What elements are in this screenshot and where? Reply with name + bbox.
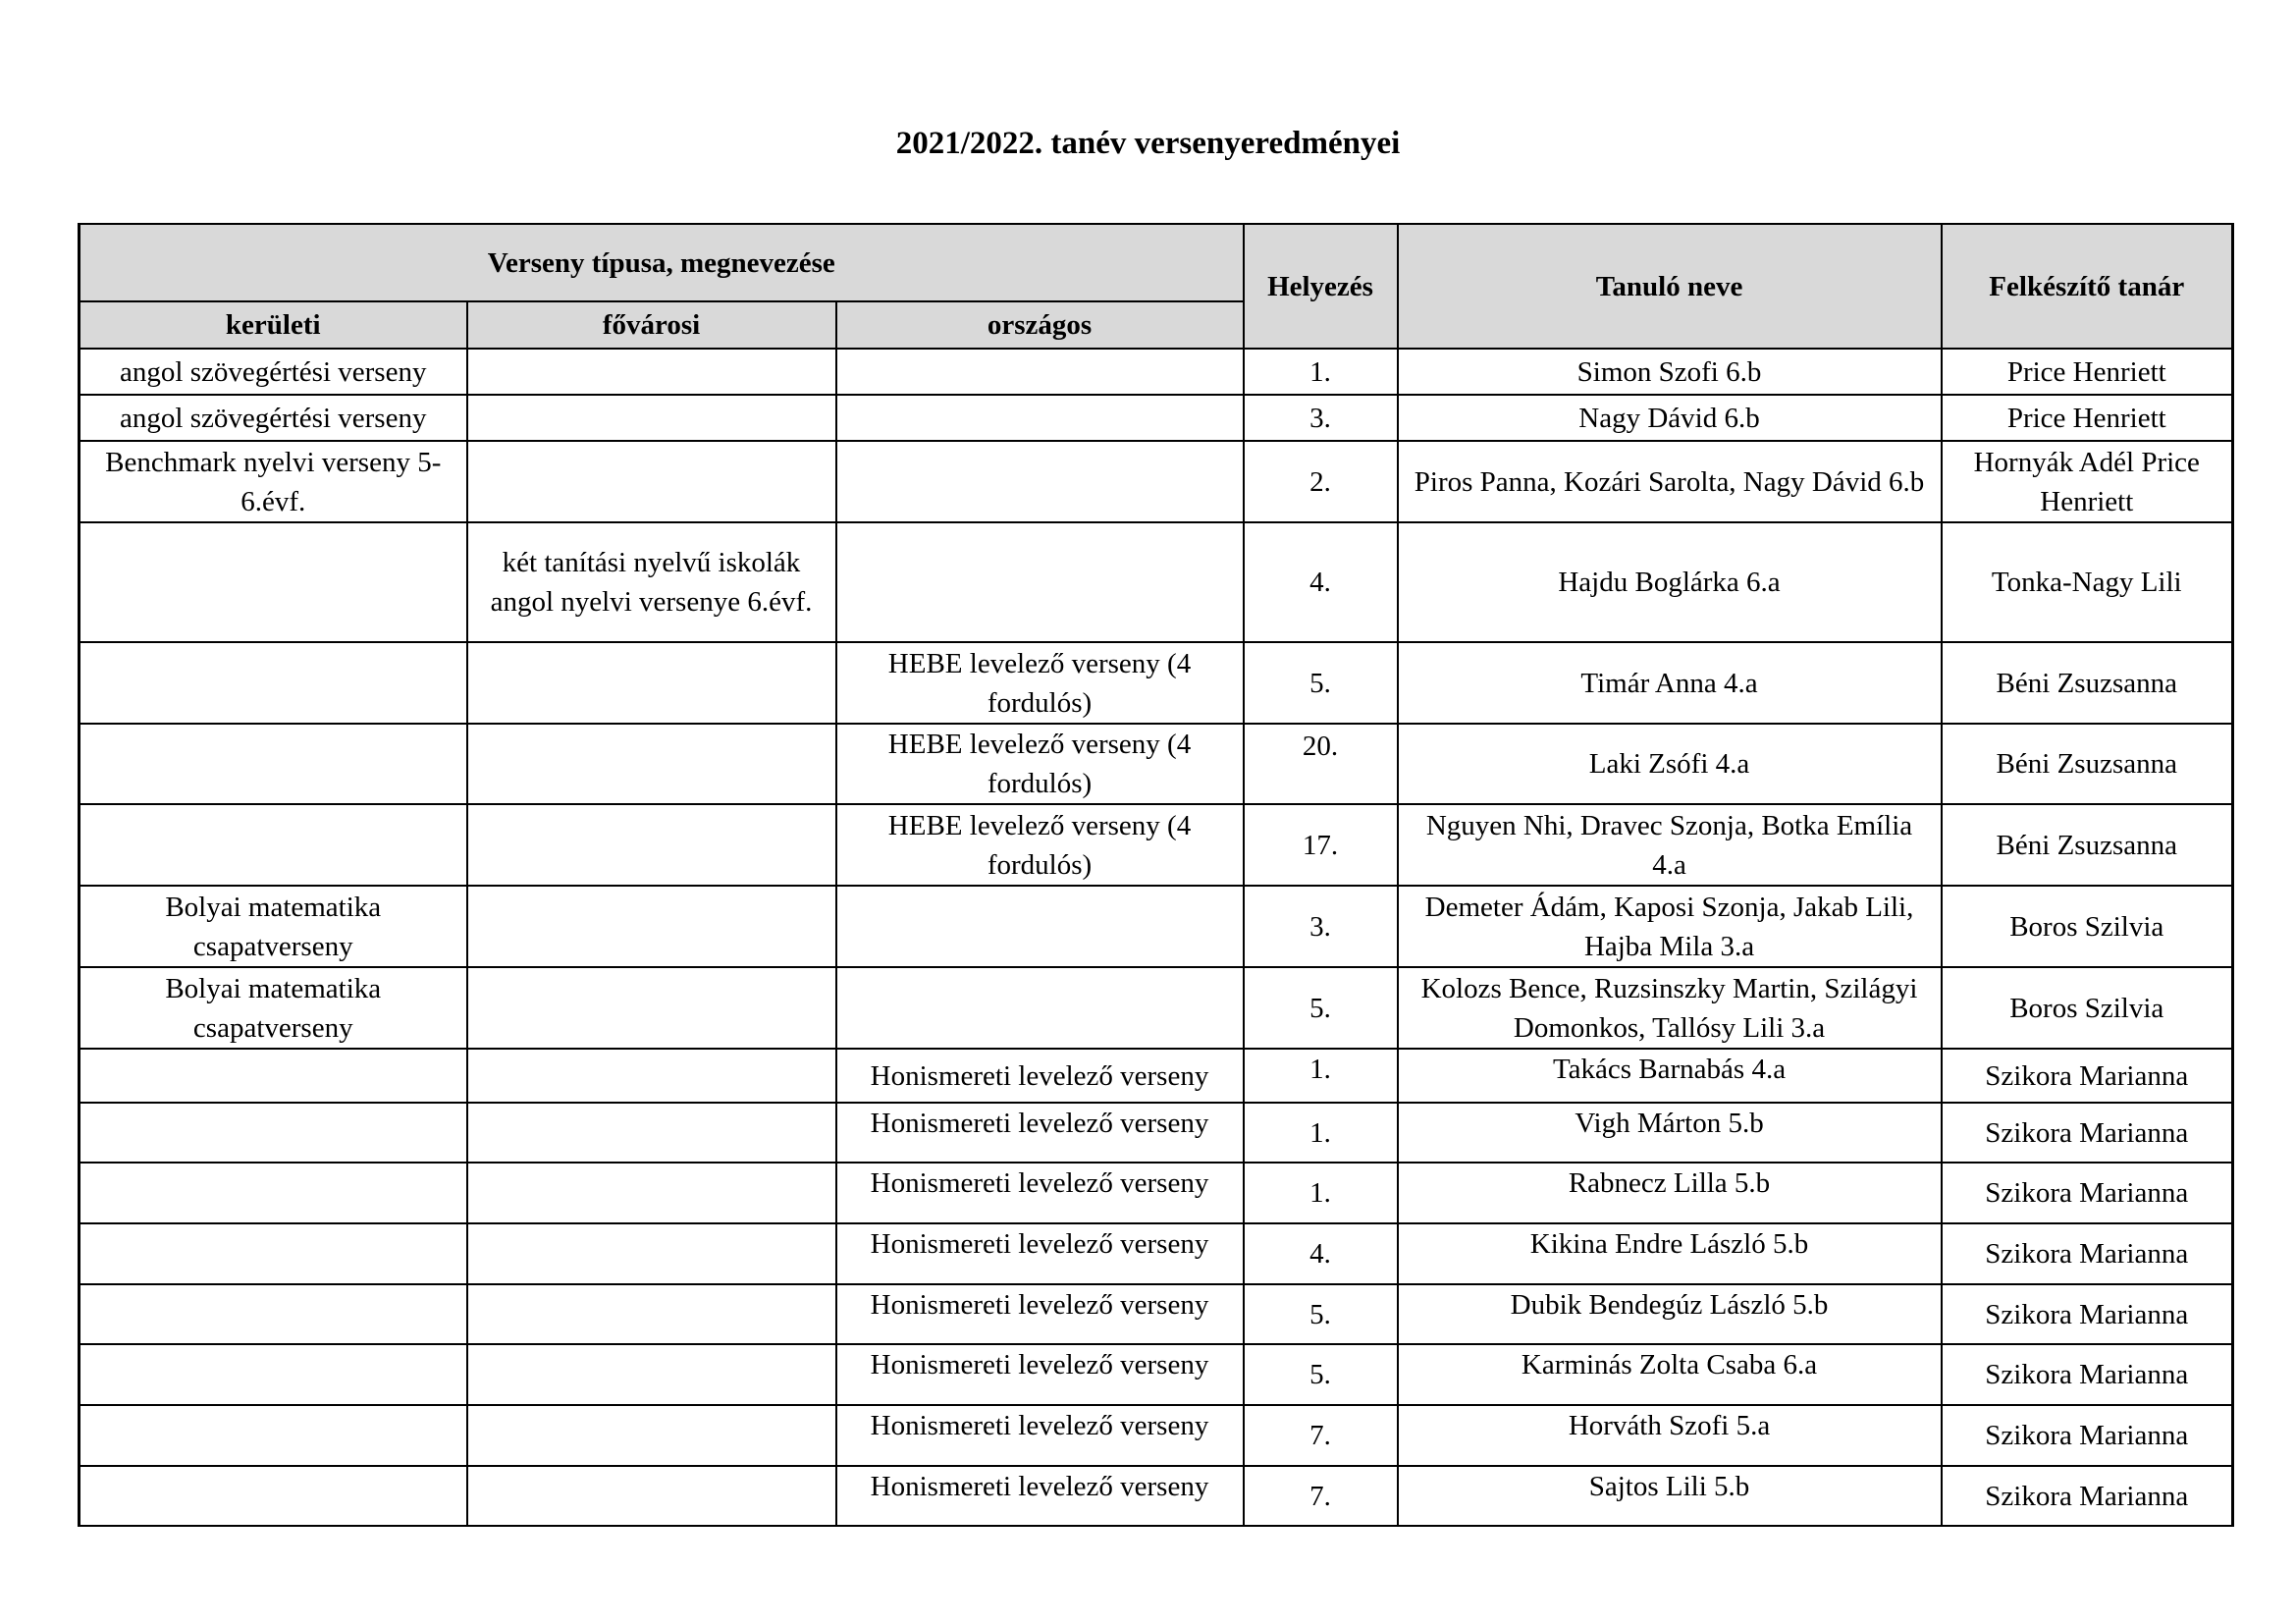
cell-place: 5.: [1244, 967, 1398, 1049]
cell-national: Honismereti levelező verseny: [836, 1049, 1244, 1103]
cell-national: [836, 349, 1244, 395]
cell-national: Honismereti levelező verseny: [836, 1103, 1244, 1163]
cell-place: 2.: [1244, 441, 1398, 522]
cell-student: Nagy Dávid 6.b: [1398, 395, 1942, 441]
cell-district: [80, 1344, 467, 1405]
cell-capital: [467, 967, 836, 1049]
cell-district: [80, 1103, 467, 1163]
cell-district: angol szövegértési verseny: [80, 395, 467, 441]
cell-teacher: Price Henriett: [1942, 349, 2233, 395]
cell-place: 20.: [1244, 724, 1398, 804]
cell-national: HEBE levelező verseny (4 fordulós): [836, 804, 1244, 886]
cell-capital: [467, 1466, 836, 1526]
cell-national: [836, 441, 1244, 522]
cell-teacher: Szikora Marianna: [1942, 1344, 2233, 1405]
cell-student: Kikina Endre László 5.b: [1398, 1223, 1942, 1284]
table-row: [80, 967, 2233, 1049]
table-row: [80, 804, 2233, 886]
cell-capital: [467, 395, 836, 441]
cell-teacher: Szikora Marianna: [1942, 1049, 2233, 1103]
cell-place: 3.: [1244, 886, 1398, 967]
cell-national: HEBE levelező verseny (4 fordulós): [836, 724, 1244, 804]
cell-national: Honismereti levelező verseny: [836, 1405, 1244, 1466]
table-row: [80, 1284, 2233, 1344]
cell-national: [836, 886, 1244, 967]
cell-national: HEBE levelező verseny (4 fordulós): [836, 642, 1244, 724]
table-row: [80, 1223, 2233, 1284]
cell-national: Honismereti levelező verseny: [836, 1466, 1244, 1526]
table-row: [80, 1049, 2233, 1103]
cell-student: Hajdu Boglárka 6.a: [1398, 522, 1942, 642]
table-row: [80, 724, 2233, 804]
cell-capital: [467, 804, 836, 886]
cell-national: Honismereti levelező verseny: [836, 1223, 1244, 1284]
cell-student: Horváth Szofi 5.a: [1398, 1405, 1942, 1466]
cell-district: Bolyai matematika csapatverseny: [80, 886, 467, 967]
table-row: [80, 1344, 2233, 1405]
cell-teacher: Boros Szilvia: [1942, 967, 2233, 1049]
cell-student: Kolozs Bence, Ruzsinszky Martin, Szilágyi Domonkos, Tallósy Lili 3.a: [1398, 967, 1942, 1049]
cell-teacher: Béni Zsuzsanna: [1942, 724, 2233, 804]
cell-place: 5.: [1244, 642, 1398, 724]
table-row: [80, 1405, 2233, 1466]
cell-national: Honismereti levelező verseny: [836, 1344, 1244, 1405]
cell-place: 4.: [1244, 1223, 1398, 1284]
cell-place: 3.: [1244, 395, 1398, 441]
cell-capital: [467, 441, 836, 522]
cell-teacher: Szikora Marianna: [1942, 1103, 2233, 1163]
cell-capital: [467, 1344, 836, 1405]
table-row: [80, 1466, 2233, 1526]
cell-district: [80, 522, 467, 642]
cell-place: 1.: [1244, 1163, 1398, 1223]
cell-capital: [467, 1405, 836, 1466]
table-row: [80, 886, 2233, 967]
cell-national: [836, 967, 1244, 1049]
cell-district: Bolyai matematika csapatverseny: [80, 967, 467, 1049]
cell-place: 7.: [1244, 1466, 1398, 1526]
cell-student: Dubik Bendegúz László 5.b: [1398, 1284, 1942, 1344]
cell-capital: [467, 1284, 836, 1344]
cell-national: [836, 395, 1244, 441]
cell-student: Sajtos Lili 5.b: [1398, 1466, 1942, 1526]
header-national: országos: [836, 301, 1244, 349]
cell-capital: [467, 886, 836, 967]
cell-student: Rabnecz Lilla 5.b: [1398, 1163, 1942, 1223]
cell-teacher: Szikora Marianna: [1942, 1284, 2233, 1344]
cell-place: 1.: [1244, 349, 1398, 395]
cell-national: [836, 522, 1244, 642]
results-table: [78, 223, 2234, 1527]
cell-capital: [467, 1103, 836, 1163]
cell-teacher: Szikora Marianna: [1942, 1405, 2233, 1466]
cell-teacher: Szikora Marianna: [1942, 1466, 2233, 1526]
cell-teacher: Boros Szilvia: [1942, 886, 2233, 967]
cell-teacher: Szikora Marianna: [1942, 1163, 2233, 1223]
cell-capital: [467, 1223, 836, 1284]
header-district: kerületi: [80, 301, 467, 349]
cell-district: [80, 1223, 467, 1284]
cell-teacher: Price Henriett: [1942, 395, 2233, 441]
cell-student: Timár Anna 4.a: [1398, 642, 1942, 724]
table-row: [80, 1163, 2233, 1223]
cell-capital: két tanítási nyelvű iskolák angol nyelvi versenye 6.évf.: [467, 522, 836, 642]
page-title: 2021/2022. tanév versenyeredményei: [895, 126, 1401, 161]
table-row: [80, 642, 2233, 724]
cell-student: Simon Szofi 6.b: [1398, 349, 1942, 395]
cell-district: Benchmark nyelvi verseny 5-6.évf.: [80, 441, 467, 522]
header-student: Tanuló neve: [1398, 224, 1942, 349]
header-place: Helyezés: [1244, 224, 1398, 349]
cell-capital: [467, 724, 836, 804]
cell-student: Demeter Ádám, Kaposi Szonja, Jakab Lili, Hajba Mila 3.a: [1398, 886, 1942, 967]
table-row: [80, 522, 2233, 642]
cell-place: 1.: [1244, 1103, 1398, 1163]
cell-district: [80, 642, 467, 724]
cell-student: Laki Zsófi 4.a: [1398, 724, 1942, 804]
cell-district: [80, 1466, 467, 1526]
cell-place: 4.: [1244, 522, 1398, 642]
cell-place: 17.: [1244, 804, 1398, 886]
cell-district: angol szövegértési verseny: [80, 349, 467, 395]
cell-capital: [467, 1049, 836, 1103]
table-row: [80, 395, 2233, 441]
cell-student: Karminás Zolta Csaba 6.a: [1398, 1344, 1942, 1405]
header-teacher: Felkészítő tanár: [1942, 224, 2233, 349]
cell-place: 7.: [1244, 1405, 1398, 1466]
cell-teacher: Hornyák Adél Price Henriett: [1942, 441, 2233, 522]
cell-teacher: Szikora Marianna: [1942, 1223, 2233, 1284]
cell-district: [80, 1405, 467, 1466]
cell-capital: [467, 642, 836, 724]
cell-place: 1.: [1244, 1049, 1398, 1103]
table-row: [80, 1103, 2233, 1163]
cell-place: 5.: [1244, 1284, 1398, 1344]
cell-student: Piros Panna, Kozári Sarolta, Nagy Dávid 6.b: [1398, 441, 1942, 522]
cell-district: [80, 724, 467, 804]
cell-capital: [467, 349, 836, 395]
cell-teacher: Béni Zsuzsanna: [1942, 642, 2233, 724]
cell-national: Honismereti levelező verseny: [836, 1163, 1244, 1223]
header-capital: fővárosi: [467, 301, 836, 349]
cell-student: Nguyen Nhi, Dravec Szonja, Botka Emília 4.a: [1398, 804, 1942, 886]
cell-student: Takács Barnabás 4.a: [1398, 1049, 1942, 1103]
cell-district: [80, 1163, 467, 1223]
table-row: [80, 441, 2233, 522]
cell-national: Honismereti levelező verseny: [836, 1284, 1244, 1344]
cell-district: [80, 1284, 467, 1344]
cell-capital: [467, 1163, 836, 1223]
cell-teacher: Tonka-Nagy Lili: [1942, 522, 2233, 642]
table-row: [80, 349, 2233, 395]
cell-district: [80, 1049, 467, 1103]
cell-place: 5.: [1244, 1344, 1398, 1405]
cell-teacher: Béni Zsuzsanna: [1942, 804, 2233, 886]
header-competition-group: Verseny típusa, megnevezése: [80, 224, 1244, 301]
cell-district: [80, 804, 467, 886]
cell-student: Vigh Márton 5.b: [1398, 1103, 1942, 1163]
